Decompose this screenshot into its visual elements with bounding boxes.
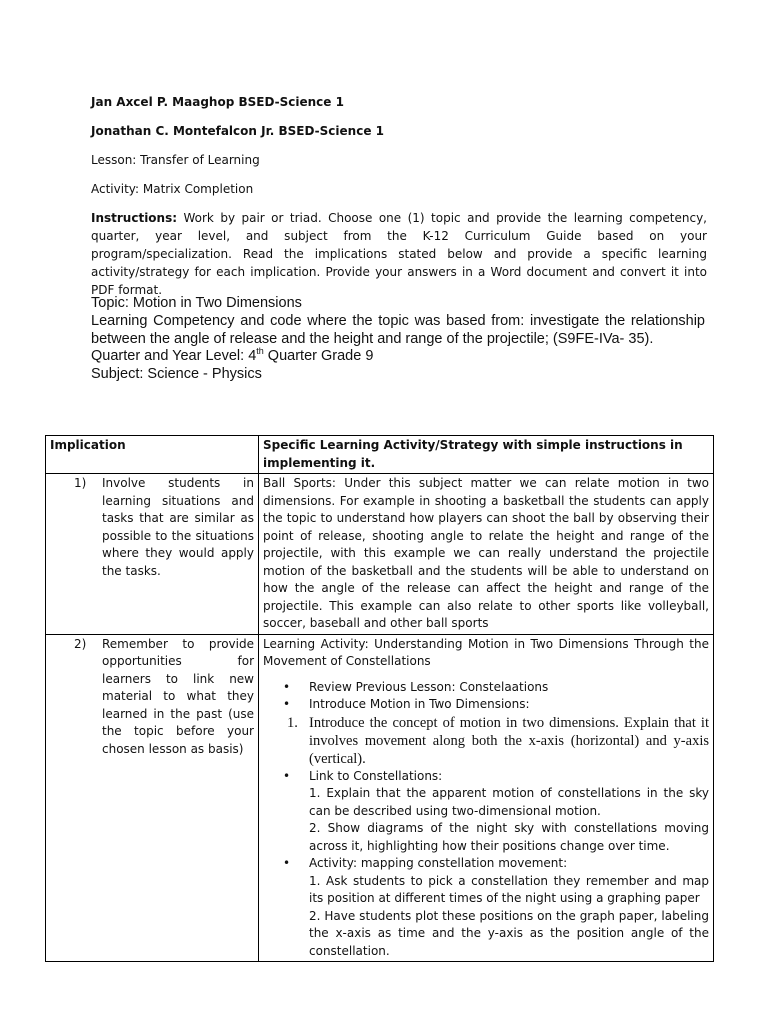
link-step-2: 2. Show diagrams of the night sky with constellations moving across it, highlighting how their positions change over time. <box>309 821 709 853</box>
quarter-sup: th <box>256 346 264 357</box>
implication-cell <box>46 634 259 962</box>
bullet-icon: • <box>283 679 291 694</box>
bullet-text: Review Previous Lesson: Constelaations <box>309 679 549 694</box>
activity-cell <box>259 634 714 962</box>
implication-cell <box>46 474 259 635</box>
matrix-table <box>45 435 714 962</box>
lesson-line: Lesson: Transfer of Learning <box>91 153 260 167</box>
bullet-text: Introduce Motion in Two Dimensions: <box>309 697 530 711</box>
row-number: 1) <box>74 476 87 490</box>
table-row <box>46 474 714 635</box>
author-2: Jonathan C. Montefalcon Jr. BSED-Science 1 <box>91 124 384 138</box>
subject-line: Subject: Science - Physics <box>91 366 262 383</box>
activity-list <box>263 855 709 873</box>
list-item <box>263 696 709 714</box>
instructions <box>91 209 707 299</box>
col1-header: Implication <box>46 436 259 474</box>
link-step-1: 1. Explain that the apparent motion of constellations in the sky can be described using two-dimensional motion. <box>309 786 709 818</box>
implication-text: Remember to provide opportunities for learners to link new material to what they learned in the past (use the topic before your chosen lesson as basis) <box>102 636 254 756</box>
quarter-line <box>91 348 705 366</box>
instructions-label: Instructions: <box>91 211 178 225</box>
col2-header: Specific Learning Activity/Strategy with simple instructions in implementing it. <box>259 436 714 474</box>
table-header-row <box>46 436 714 474</box>
numbered-item <box>263 714 709 768</box>
author-1: Jan Axcel P. Maaghop BSED-Science 1 <box>91 95 344 109</box>
item-text: Introduce the concept of motion in two dimensions. Explain that it involves movement along both the x-axis (horizontal) and y-axis (vertical). <box>309 714 709 767</box>
bullet-icon: • <box>283 697 291 711</box>
list-item <box>263 855 709 873</box>
activity-step-2: 2. Have students plot these positions on the graph paper, labeling the x-axis as time and the y-axis as the position angle of the constellation. <box>309 908 709 958</box>
bullet-text: Link to Constellations: <box>309 768 443 783</box>
activity-intro: Learning Activity: Understanding Motion in Two Dimensions Through the Movement of Constellations <box>263 636 709 668</box>
topic-section <box>91 295 705 384</box>
list-item <box>263 679 709 697</box>
instructions-text: Work by pair or triad. Choose one (1) topic and provide the learning competency, quarter, year level, and subject from the K-12 Curriculum Guide based on your program/specialization. Read the implications stated below and provide a specific learning activity/strategy for each implication. Provide your answers in a Word document and convert it into PDF format. <box>91 211 707 297</box>
activity-step-1: 1. Ask students to pick a constellation they remember and map its position at different times of the night using a graphing paper <box>309 873 709 905</box>
bullet-icon: • <box>283 768 291 783</box>
quarter-prefix: Quarter and Year Level: 4 <box>91 348 257 365</box>
table-row <box>46 634 714 962</box>
bullet-icon: • <box>283 856 291 870</box>
bullet-text: Activity: mapping constellation movement: <box>309 856 568 870</box>
item-number: 1. <box>287 714 298 731</box>
quarter-suffix: Quarter Grade 9 <box>263 348 374 365</box>
row-number: 2) <box>74 636 87 651</box>
activity-cell: Ball Sports: Under this subject matter we can relate motion in two dimensions. For example in shooting a basketball the students can apply the topic to understand how players can shoot the ball by observing their point of release, shooting angle to relate the height and range of the projectile, with this example we can really understand the projectile motion of the basketball and the students will be able to understand on how the angle of the release can affect the height and range of the projectile. This example can also relate to other sports like volleyball, soccer, baseball and other ball sports <box>259 474 714 635</box>
list-item <box>263 768 709 786</box>
activity-list <box>263 679 709 714</box>
competency-line: Learning Competency and code where the topic was based from: investigate the relationship between the angle of release and the height and range of the projectile; (S9FE-IVa- 35). <box>91 312 705 347</box>
activity-list <box>263 768 709 786</box>
implication-text: Involve students in learning situations and tasks that are similar as possible to the situations where they would apply the tasks. <box>102 476 254 578</box>
activity-line: Activity: Matrix Completion <box>91 182 254 196</box>
topic-line: Topic: Motion in Two Dimensions <box>91 295 302 311</box>
